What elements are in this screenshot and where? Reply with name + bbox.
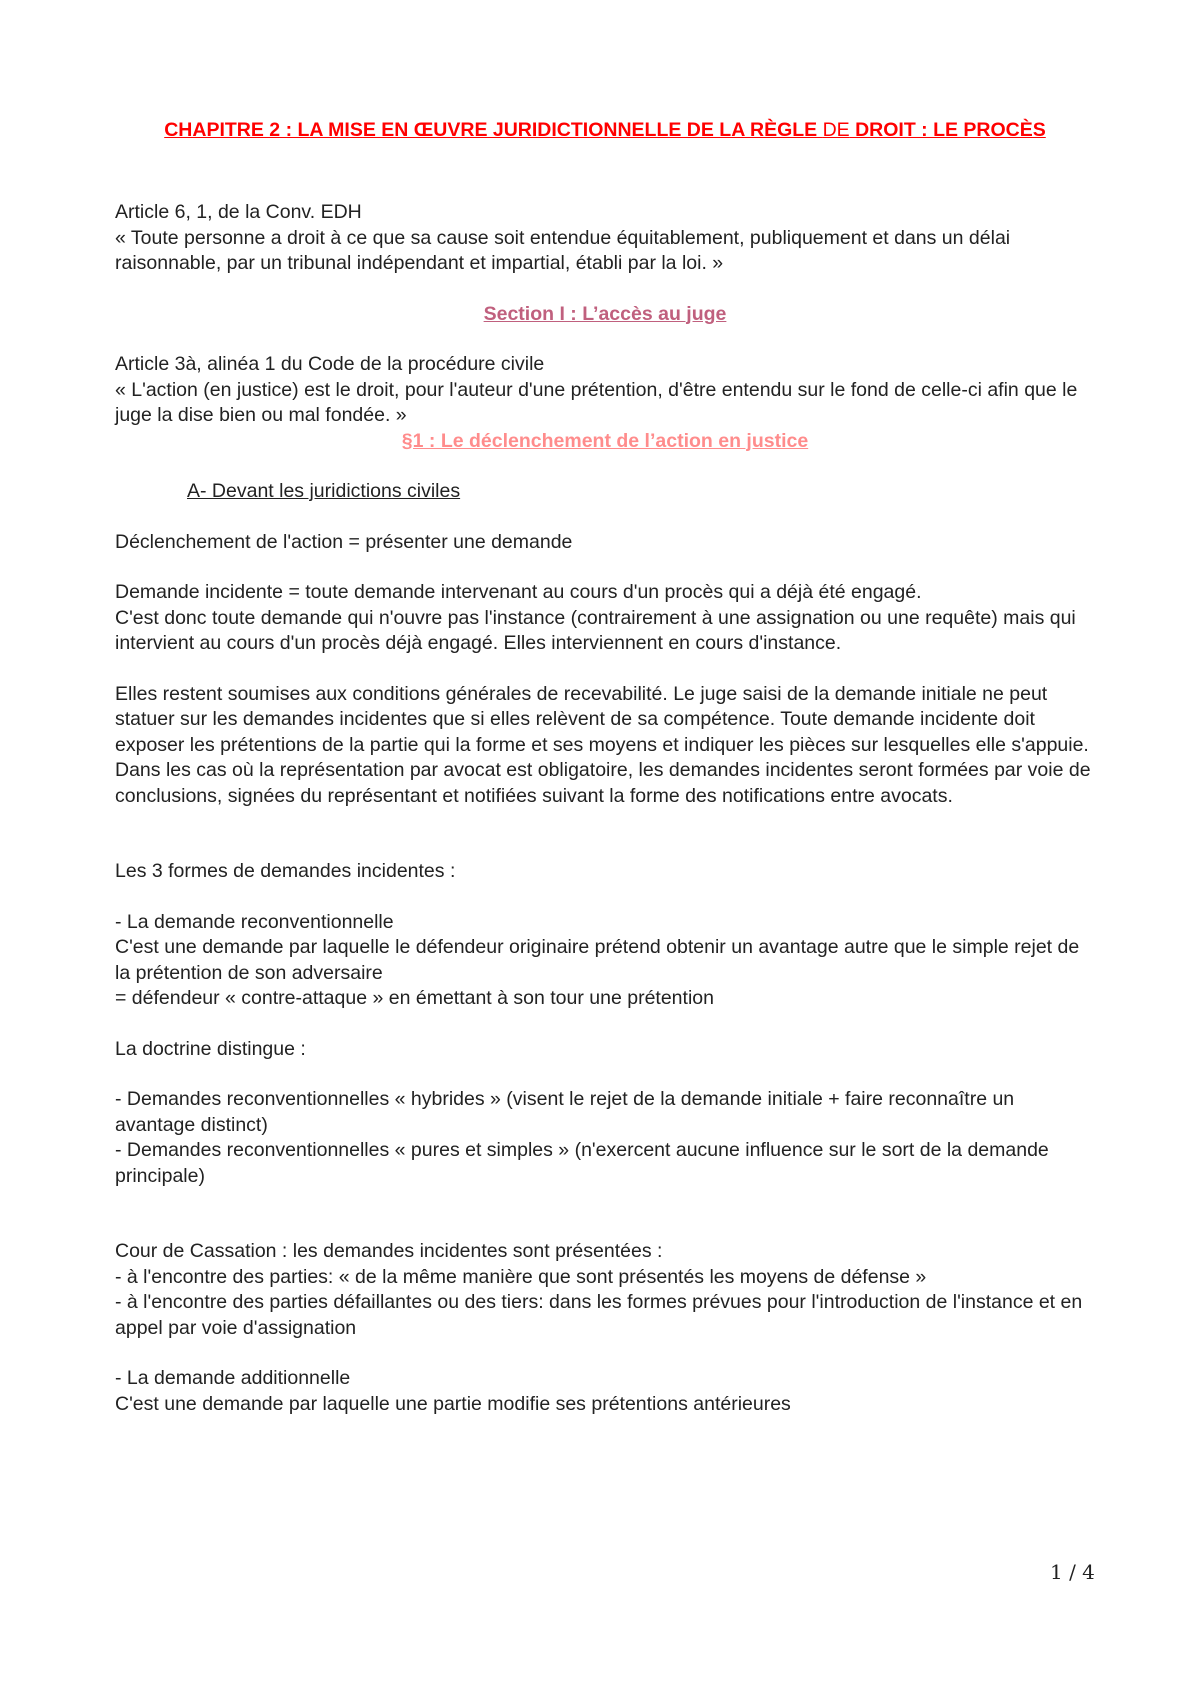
document-body bbox=[115, 118, 1095, 1417]
article6-reference: Article 6, 1, de la Conv. EDH bbox=[115, 201, 362, 223]
conditions-paragraph: Elles restent soumises aux conditions générales de recevabilité. Le juge saisi de la demande initiale ne peut statuer sur les demandes incidentes que si elles relèvent de sa compétence. Toute demande incidente doit exposer les prétentions de la partie qui la forme et ses moyens et indiquer les pièces sur lesquelles elle s'appuie. Dans les cas où la représentation par avocat est obligatoire, les demandes incidentes seront formées par voie de conclusions, signées du représentant et notifiées suivant la forme des notifications entre avocats. bbox=[115, 682, 1091, 807]
chapter-title-de: DE bbox=[822, 119, 850, 141]
pures-simples-item: - Demandes reconventionnelles « pures et simples » (n'exercent aucune influence sur le sort de la demande principale) bbox=[115, 1139, 1049, 1187]
reconventionnelle-equation: = défendeur « contre-attaque » en émettant à son tour une prétention bbox=[115, 987, 714, 1009]
additionnelle-heading: - La demande additionnelle bbox=[115, 1367, 351, 1389]
cassation-intro: Cour de Cassation : les demandes incidentes sont présentées : bbox=[115, 1240, 663, 1262]
article30-quote: « L'action (en justice) est le droit, pour l'auteur d'une prétention, d'être entendu sur le fond de celle-ci afin que le juge la dise bien ou mal fondée. » bbox=[115, 378, 1078, 426]
cassation-item-1: - à l'encontre des parties: « de la même manière que sont présentés les moyens de défense » bbox=[115, 1265, 927, 1288]
hybrides-item: - Demandes reconventionnelles « hybrides » (visent le rejet de la demande initiale + faire reconnaître un avantage distinct) bbox=[115, 1088, 1015, 1136]
article6-quote: « Toute personne a droit à ce que sa cause soit entendue équitablement, publiquement et dans un délai raisonnable, par un tribunal indépendant et impartial, établi par la loi. » bbox=[115, 226, 1011, 274]
reconventionnelle-heading: - La demande reconventionnelle bbox=[115, 910, 394, 933]
chapter-title-part2: DROIT : LE PROCÈS bbox=[849, 119, 1046, 141]
reconventionnelle-definition: C'est une demande par laquelle le défendeur originaire prétend obtenir un avantage autre que le simple rejet de la prétention de son adversaire bbox=[115, 936, 1080, 984]
page-number: 1 / 4 bbox=[1050, 1560, 1095, 1584]
chapter-title bbox=[115, 118, 1095, 142]
demande-incidente-definition: Demande incidente = toute demande intervenant au cours d'un procès qui a déjà été engagé. bbox=[115, 581, 922, 603]
chapter-title-part1: CHAPITRE 2 : LA MISE EN ŒUVRE JURIDICTIONNELLE DE LA RÈGLE bbox=[164, 119, 823, 141]
article30-reference: Article 3à, alinéa 1 du Code de la procédure civile bbox=[115, 353, 545, 375]
three-forms-heading: Les 3 formes de demandes incidentes : bbox=[115, 860, 456, 882]
declenchement-text: Déclenchement de l'action = présenter une demande bbox=[115, 530, 573, 553]
demande-incidente-explanation: C'est donc toute demande qui n'ouvre pas l'instance (contrairement à une assignation ou une requête) mais qui intervient au cours d'un procès déjà engagé. Elles interviennent en cours d'instance. bbox=[115, 606, 1076, 654]
subsection-a-title: A- Devant les juridictions civiles bbox=[187, 480, 461, 502]
section1-title: Section I : L’accès au juge bbox=[483, 302, 727, 325]
paragraph1-title: §1 : Le déclenchement de l’action en justice bbox=[401, 429, 809, 452]
doctrine-text: La doctrine distingue : bbox=[115, 1037, 306, 1060]
cassation-item-2: - à l'encontre des parties défaillantes ou des tiers: dans les formes prévues pour l'introduction de l'instance et en appel par voie d'assignation bbox=[115, 1291, 1083, 1339]
additionnelle-definition: C'est une demande par laquelle une partie modifie ses prétentions antérieures bbox=[115, 1392, 791, 1415]
